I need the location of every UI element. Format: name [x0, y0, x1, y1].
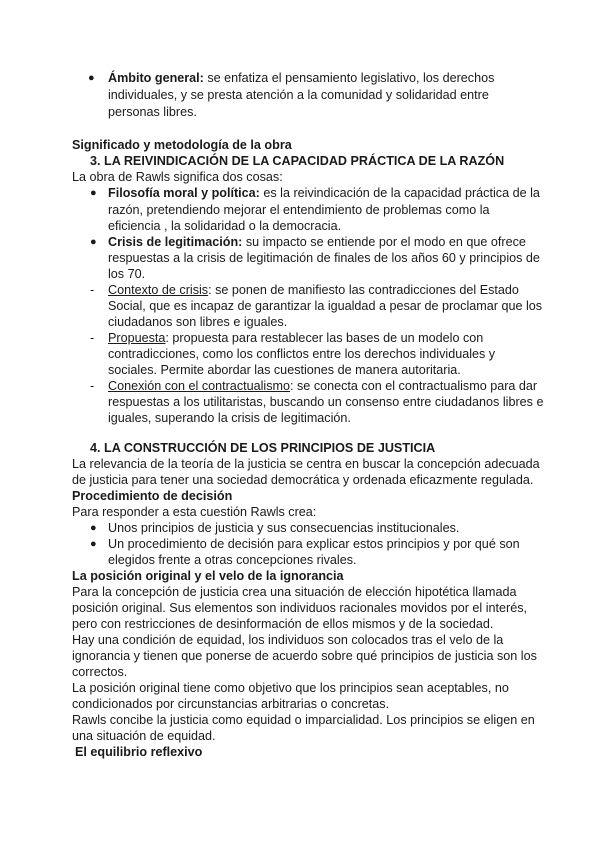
paragraph-line: pero con restricciones de desinformación de ellos mismos y de la sociedad. — [72, 617, 494, 631]
dash-marker: - — [90, 331, 95, 345]
term-conexion: Conexión con el contractualismo — [108, 379, 291, 393]
paragraph-line: Hay una condición de equidad, los individuos son colocados tras el velo de la — [72, 633, 504, 647]
section-4-title: 4. LA CONSTRUCCIÓN DE LOS PRINCIPIOS DE JUSTICIA — [90, 441, 436, 455]
bullet-dot-icon: ● — [90, 187, 97, 199]
text-line: razón, pretendiendo mejorar el entendimiento de problemas como la — [108, 203, 490, 217]
list-item: Un procedimiento de decisión para explicar estos principios y por qué son — [108, 537, 520, 551]
text-line: : se ponen de manifiesto las contradicciones del Estado — [208, 283, 519, 297]
text-line: eficiencia , la solidaridad o la democracia. — [108, 219, 342, 233]
subheading-equilibrio: El equilibrio reflexivo — [75, 745, 203, 759]
section-3-title: 3. LA REIVINDICACIÓN DE LA CAPACIDAD PRÁCTICA DE LA RAZÓN — [90, 154, 505, 168]
term-propuesta: Propuesta — [108, 331, 166, 345]
text-line: personas libres. — [108, 105, 197, 119]
list-item-contexto — [108, 282, 519, 299]
term-contexto: Contexto de crisis — [108, 283, 209, 297]
paragraph-line: una situación de equidad. — [72, 729, 216, 743]
text-line: Social, que es incapaz de garantizar la igualdad a pesar de proclamar que los — [108, 299, 543, 313]
list-item-propuesta — [108, 330, 483, 347]
text-line: contradicciones, como los conflictos entre los derechos individuales y — [108, 347, 496, 361]
paragraph-line: La relevancia de la teoría de la justicia se centra en buscar la concepción adecuada — [72, 457, 540, 471]
term-ambito: Ámbito general: — [108, 71, 204, 85]
paragraph-line: posición original. Sus elementos son individuos racionales movidos por el interés, — [72, 601, 528, 615]
paragraph-line: correctos. — [72, 665, 128, 679]
text-line: es la reivindicación de la capacidad práctica de la — [263, 186, 540, 200]
text-line: respuestas a la crisis de legitimación de finales de los años 60 y principios de — [108, 251, 540, 265]
text-line: los 70. — [108, 267, 146, 281]
paragraph-line: ignorancia y tienen que ponerse de acuerdo sobre qué principios de justicia son los — [72, 649, 537, 663]
text-line: ciudadanos son libres e iguales. — [108, 315, 288, 329]
paragraph-line: La obra de Rawls significa dos cosas: — [72, 170, 283, 184]
text-line: su impacto se entiende por el modo en que ofrece — [245, 235, 526, 249]
paragraph-line: Para responder a esta cuestión Rawls crea: — [72, 505, 317, 519]
text-line: individuales, y se presta atención a la comunidad y solidaridad entre — [108, 88, 489, 102]
dash-marker: - — [90, 379, 95, 393]
list-item-crisis — [108, 234, 526, 251]
text-line: se enfatiza el pensamiento legislativo, los derechos — [207, 71, 495, 85]
paragraph-line: La posición original tiene como objetivo que los principios sean aceptables, no — [72, 681, 509, 695]
bullet-dot-icon: ● — [88, 72, 95, 84]
term-filosofia: Filosofía moral y política: — [108, 186, 260, 200]
bullet-dot-icon: ● — [90, 522, 97, 534]
text-line: sociales. Permite abordar las cuestiones de manera autoritaria. — [108, 363, 461, 377]
paragraph-line: Para la concepción de justicia crea una situación de elección hipotética llamada — [72, 585, 517, 599]
text-line: elegidos frente a otras concepciones rivales. — [108, 553, 357, 567]
list-item-filosofia — [108, 185, 540, 202]
subheading-procedimiento: Procedimiento de decisión — [72, 489, 233, 503]
subheading-posicion-original: La posición original y el velo de la ignorancia — [72, 569, 344, 583]
term-crisis: Crisis de legitimación: — [108, 235, 243, 249]
section-heading: Significado y metodología de la obra — [72, 138, 292, 152]
text-line: iguales, superando la crisis de legitimación. — [108, 411, 351, 425]
dash-marker: - — [90, 283, 95, 297]
text-line: respuestas a los utilitaristas, buscando un consenso entre ciudadanos libres e — [108, 395, 544, 409]
list-item-ambito — [108, 70, 494, 87]
bullet-dot-icon: ● — [90, 538, 97, 550]
text-line: : se conecta con el contractualismo para dar — [290, 379, 538, 393]
paragraph-line: condicionados por circunstancias arbitrarias o concretas. — [72, 697, 390, 711]
bullet-dot-icon: ● — [90, 236, 97, 248]
paragraph-line: de justicia para tener una sociedad democrática y ordenada eficazmente regulada. — [72, 473, 534, 487]
list-item: Unos principios de justicia y sus consecuencias institucionales. — [108, 521, 460, 535]
list-item-conexion — [108, 378, 537, 395]
text-line: : propuesta para restablecer las bases de un modelo con — [165, 331, 484, 345]
paragraph-line: Rawls concibe la justicia como equidad o imparcialidad. Los principios se eligen en — [72, 713, 535, 727]
